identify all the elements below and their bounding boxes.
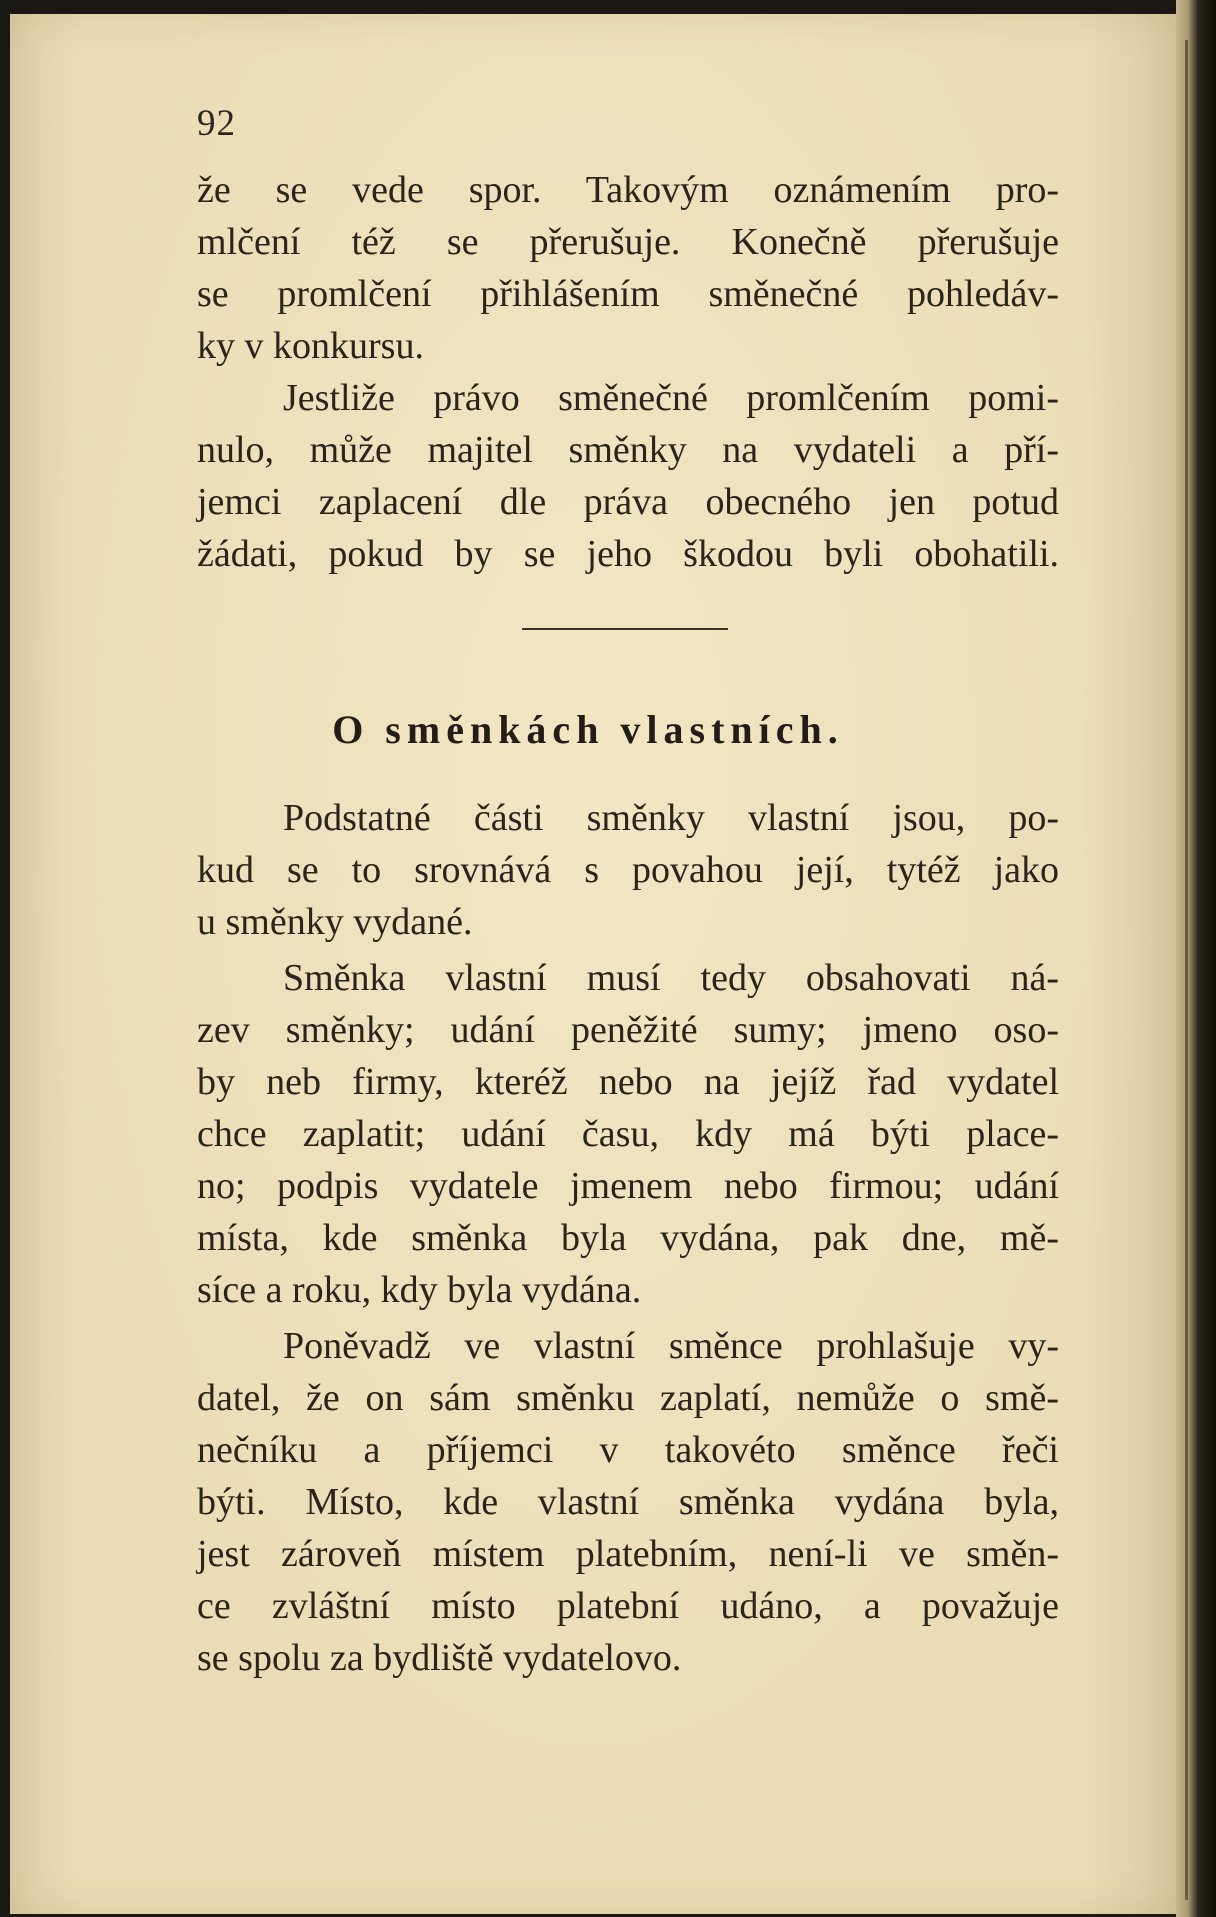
text-line: žádati, pokud by se jeho škodou byli obohatili.: [197, 533, 1059, 575]
text-line: by neb firmy, kteréž nebo na jejíž řad vydatel: [197, 1061, 1059, 1103]
section-heading: O směnkách vlastních.: [332, 707, 844, 752]
text-line: u směnky vydané.: [197, 901, 473, 943]
text-line: místa, kde směnka byla vydána, pak dne, mě-: [197, 1217, 1059, 1259]
text-line: chce zaplatit; udání času, kdy má býti place-: [197, 1113, 1059, 1155]
page-edge-line: [1185, 40, 1188, 1900]
text-line: síce a roku, kdy byla vydána.: [197, 1269, 642, 1311]
text-line: zev směnky; udání peněžité sumy; jmeno oso-: [197, 1009, 1059, 1051]
page-number: 92: [197, 103, 236, 144]
text-line: no; podpis vydatele jmenem nebo firmou; udání: [197, 1165, 1059, 1207]
text-line: nulo, může majitel směnky na vydateli a pří-: [197, 429, 1059, 471]
text-line: Poněvadž ve vlastní směnce prohlašuje vy-: [283, 1325, 1059, 1367]
text-line: datel, že on sám směnku zaplatí, nemůže o smě-: [197, 1377, 1059, 1419]
text-line: Podstatné části směnky vlastní jsou, po-: [283, 797, 1059, 839]
text-line: jemci zaplacení dle práva obecného jen potud: [197, 481, 1059, 523]
text-line: ky v konkursu.: [197, 325, 424, 367]
text-line: se spolu za bydliště vydatelovo.: [197, 1637, 682, 1679]
text-line: kud se to srovnává s povahou její, tytéž jako: [197, 849, 1059, 891]
text-line: že se vede spor. Takovým oznámením pro-: [197, 169, 1059, 211]
text-line: nečníku a příjemci v takovéto směnce řeči: [197, 1429, 1059, 1471]
section-divider: [522, 628, 728, 630]
book-spine: [1176, 0, 1216, 1917]
text-line: býti. Místo, kde vlastní směnka vydána byla,: [197, 1481, 1059, 1523]
text-line: ce zvláštní místo platební udáno, a považuje: [197, 1585, 1059, 1627]
text-line: Směnka vlastní musí tedy obsahovati ná-: [283, 957, 1059, 999]
text-line: mlčení též se přerušuje. Konečně přerušuje: [197, 221, 1059, 263]
text-line: Jestliže právo směnečné promlčením pomi-: [283, 377, 1059, 419]
text-line: jest zároveň místem platebním, není-li ve směn-: [197, 1533, 1059, 1575]
text-line: se promlčení přihlášením směnečné pohledáv-: [197, 273, 1059, 315]
